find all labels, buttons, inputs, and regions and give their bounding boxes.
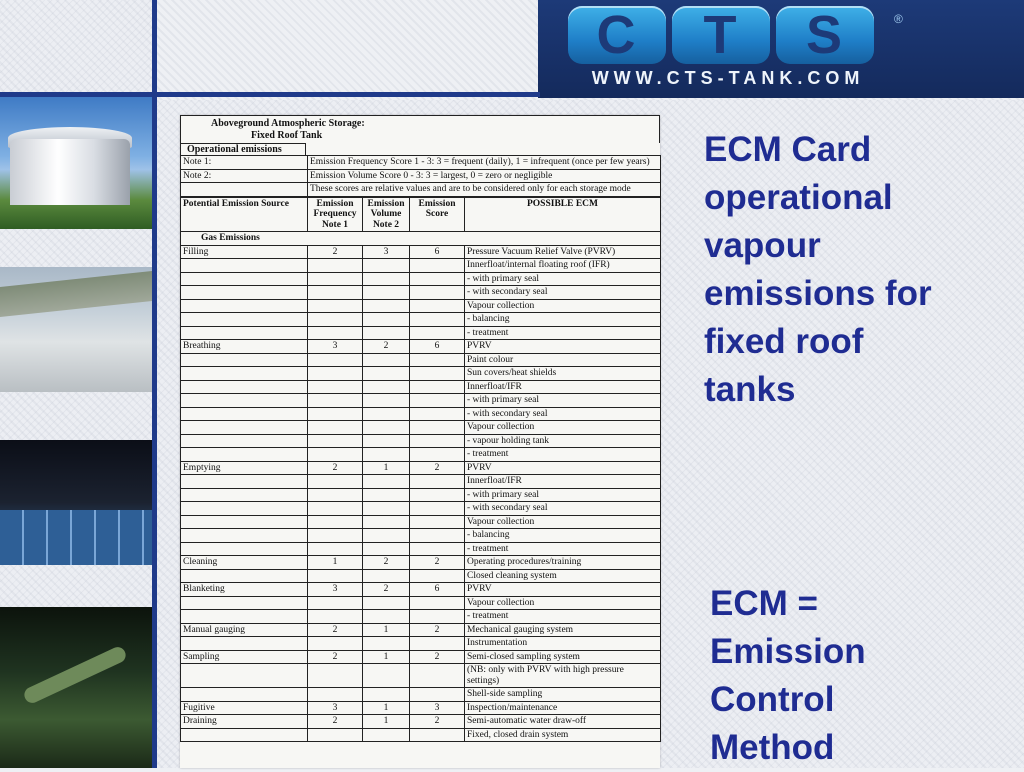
emission-source: Cleaning: [181, 556, 308, 570]
possible-ecm: PVRV: [465, 583, 661, 597]
table-row: [181, 313, 661, 327]
note-row: [181, 156, 661, 170]
volume-score: [363, 380, 410, 394]
frequency-score: [308, 688, 363, 702]
volume-score: 2: [363, 340, 410, 354]
emission-score: [410, 326, 465, 340]
emission-source: [181, 488, 308, 502]
emission-source: [181, 380, 308, 394]
volume-score: [363, 542, 410, 556]
volume-score: [363, 448, 410, 462]
emission-source: [181, 569, 308, 583]
frequency-score: [308, 286, 363, 300]
emission-score: 2: [410, 623, 465, 637]
possible-ecm: Sun covers/heat shields: [465, 367, 661, 381]
ecm-card-document: [180, 115, 660, 768]
volume-score: 1: [363, 623, 410, 637]
column-frequency: Emission Frequency Note 1: [308, 197, 363, 232]
emission-source: [181, 448, 308, 462]
volume-score: [363, 728, 410, 742]
volume-score: [363, 664, 410, 688]
frequency-score: 3: [308, 701, 363, 715]
frequency-score: 3: [308, 340, 363, 354]
emission-source: [181, 596, 308, 610]
volume-score: [363, 475, 410, 489]
emission-score: [410, 421, 465, 435]
note-label: Note 2:: [181, 169, 308, 183]
emission-source: [181, 688, 308, 702]
emission-source: [181, 326, 308, 340]
slide-title-line: operational: [704, 178, 893, 217]
frequency-score: [308, 380, 363, 394]
photo-tank-roof: [0, 267, 152, 392]
table-row: [181, 286, 661, 300]
table-row: [181, 259, 661, 273]
table-row: [181, 610, 661, 624]
possible-ecm: - balancing: [465, 313, 661, 327]
photo-storage-tank: [0, 97, 152, 229]
volume-score: [363, 529, 410, 543]
group-label: Gas Emissions: [181, 232, 661, 246]
emission-source: [181, 728, 308, 742]
frequency-score: 2: [308, 461, 363, 475]
volume-score: 1: [363, 650, 410, 664]
frequency-score: [308, 434, 363, 448]
note-text: Emission Frequency Score 1 - 3: 3 = frequent (daily), 1 = infrequent (once per few years): [308, 156, 661, 170]
frequency-score: [308, 326, 363, 340]
emission-score: 2: [410, 715, 465, 729]
frequency-score: [308, 475, 363, 489]
table-row: [181, 448, 661, 462]
logo-letter: S: [776, 6, 874, 64]
possible-ecm: Paint colour: [465, 353, 661, 367]
note-label: [181, 183, 308, 197]
possible-ecm: - with secondary seal: [465, 286, 661, 300]
logo-letter: C: [568, 6, 666, 64]
emission-score: 2: [410, 650, 465, 664]
document-heading-line1: Aboveground Atmospheric Storage:: [211, 118, 365, 129]
volume-score: [363, 259, 410, 273]
emission-score: [410, 475, 465, 489]
horizontal-divider: [0, 92, 540, 97]
possible-ecm: - with secondary seal: [465, 502, 661, 516]
emission-score: [410, 529, 465, 543]
column-source: Potential Emission Source: [181, 197, 308, 232]
possible-ecm: Mechanical gauging system: [465, 623, 661, 637]
frequency-score: [308, 313, 363, 327]
logo-letters: [568, 6, 874, 64]
slide-title: [704, 126, 1004, 414]
ecm-table: [180, 197, 661, 743]
table-row: [181, 701, 661, 715]
frequency-score: [308, 272, 363, 286]
volume-score: [363, 394, 410, 408]
document-heading-line2: Fixed Roof Tank: [251, 130, 323, 141]
table-row: [181, 272, 661, 286]
group-row: [181, 232, 661, 246]
possible-ecm: Semi-automatic water draw-off: [465, 715, 661, 729]
table-row: [181, 245, 661, 259]
emission-score: [410, 272, 465, 286]
emission-source: [181, 475, 308, 489]
possible-ecm: - treatment: [465, 326, 661, 340]
emission-source: [181, 272, 308, 286]
emission-source: Breathing: [181, 340, 308, 354]
note-text: Emission Volume Score 0 - 3: 3 = largest, 0 = zero or negligible: [308, 169, 661, 183]
possible-ecm: Innerfloat/IFR: [465, 380, 661, 394]
photo-column: [0, 97, 152, 768]
volume-score: [363, 688, 410, 702]
cts-logo: [538, 0, 1024, 98]
frequency-score: [308, 488, 363, 502]
ecm-definition-line: ECM =: [710, 584, 818, 623]
section-label: Operational emissions: [180, 143, 306, 155]
volume-score: [363, 326, 410, 340]
table-row: [181, 688, 661, 702]
column-ecm: POSSIBLE ECM: [465, 197, 661, 232]
slide-title-line: emissions for: [704, 274, 932, 313]
frequency-score: [308, 515, 363, 529]
emission-score: 2: [410, 556, 465, 570]
frequency-score: [308, 610, 363, 624]
emission-score: [410, 448, 465, 462]
emission-source: Emptying: [181, 461, 308, 475]
slide-title-line: fixed roof: [704, 322, 864, 361]
volume-score: [363, 299, 410, 313]
possible-ecm: Closed cleaning system: [465, 569, 661, 583]
emission-source: [181, 394, 308, 408]
emission-source: Filling: [181, 245, 308, 259]
table-row: [181, 353, 661, 367]
emission-source: [181, 515, 308, 529]
frequency-score: [308, 259, 363, 273]
emission-score: [410, 637, 465, 651]
possible-ecm: - treatment: [465, 542, 661, 556]
emission-score: [410, 664, 465, 688]
emission-score: [410, 502, 465, 516]
table-row: [181, 650, 661, 664]
emission-source: [181, 313, 308, 327]
table-row: [181, 326, 661, 340]
emission-score: [410, 596, 465, 610]
slide-title-line: vapour: [704, 226, 821, 265]
emission-source: [181, 664, 308, 688]
table-row: [181, 583, 661, 597]
volume-score: [363, 434, 410, 448]
volume-score: 3: [363, 245, 410, 259]
table-row: [181, 340, 661, 354]
ecm-definition-line: Control: [710, 680, 835, 719]
emission-score: 6: [410, 245, 465, 259]
emission-score: [410, 394, 465, 408]
table-row: [181, 502, 661, 516]
volume-score: [363, 637, 410, 651]
volume-score: [363, 421, 410, 435]
column-score: Emission Score: [410, 197, 465, 232]
possible-ecm: - with primary seal: [465, 272, 661, 286]
volume-score: 2: [363, 556, 410, 570]
table-row: [181, 529, 661, 543]
frequency-score: [308, 542, 363, 556]
floating-roof-shape: [0, 510, 152, 565]
possible-ecm: PVRV: [465, 461, 661, 475]
table-row: [181, 728, 661, 742]
ecm-table-header: [181, 197, 661, 232]
emission-score: [410, 259, 465, 273]
possible-ecm: - with primary seal: [465, 488, 661, 502]
frequency-score: [308, 664, 363, 688]
emission-score: [410, 367, 465, 381]
emission-score: [410, 353, 465, 367]
possible-ecm: Inspection/maintenance: [465, 701, 661, 715]
emission-score: [410, 434, 465, 448]
frequency-score: [308, 299, 363, 313]
possible-ecm: Operating procedures/training: [465, 556, 661, 570]
document-heading: [180, 115, 660, 143]
table-row: [181, 515, 661, 529]
frequency-score: [308, 728, 363, 742]
possible-ecm: Vapour collection: [465, 421, 661, 435]
note-label: Note 1:: [181, 156, 308, 170]
table-row: [181, 299, 661, 313]
possible-ecm: PVRV: [465, 340, 661, 354]
table-row: [181, 556, 661, 570]
volume-score: [363, 515, 410, 529]
frequency-score: [308, 367, 363, 381]
frequency-score: 3: [308, 583, 363, 597]
emission-source: [181, 367, 308, 381]
emission-score: [410, 542, 465, 556]
frequency-score: 2: [308, 623, 363, 637]
logo-url: WWW.CTS-TANK.COM: [591, 68, 865, 88]
volume-score: [363, 272, 410, 286]
emission-source: Fugitive: [181, 701, 308, 715]
emission-score: [410, 380, 465, 394]
table-row: [181, 664, 661, 688]
ecm-definition-line: Emission: [710, 632, 866, 671]
possible-ecm: - vapour holding tank: [465, 434, 661, 448]
possible-ecm: Vapour collection: [465, 596, 661, 610]
slide-title-line: ECM Card: [704, 130, 872, 169]
volume-score: [363, 313, 410, 327]
possible-ecm: Vapour collection: [465, 515, 661, 529]
volume-score: [363, 286, 410, 300]
pipe-shape: [22, 645, 128, 706]
volume-score: [363, 569, 410, 583]
frequency-score: [308, 353, 363, 367]
possible-ecm: Pressure Vacuum Relief Valve (PVRV): [465, 245, 661, 259]
column-volume: Emission Volume Note 2: [363, 197, 410, 232]
photo-tank-interior: [0, 440, 152, 565]
emission-source: [181, 407, 308, 421]
note-text: These scores are relative values and are to be considered only for each storage mode: [308, 183, 661, 197]
emission-score: [410, 569, 465, 583]
ecm-definition-line: Method: [710, 728, 835, 767]
table-row: [181, 488, 661, 502]
emission-score: [410, 407, 465, 421]
table-row: [181, 407, 661, 421]
emission-score: [410, 313, 465, 327]
volume-score: [363, 488, 410, 502]
table-row: [181, 367, 661, 381]
volume-score: [363, 407, 410, 421]
emission-source: Sampling: [181, 650, 308, 664]
volume-score: 1: [363, 461, 410, 475]
emission-score: [410, 610, 465, 624]
possible-ecm: Innerfloat/internal floating roof (IFR): [465, 259, 661, 273]
table-row: [181, 623, 661, 637]
ecm-definition: [710, 580, 1010, 772]
frequency-score: 1: [308, 556, 363, 570]
note-row: [181, 183, 661, 197]
emission-source: [181, 637, 308, 651]
note-row: [181, 169, 661, 183]
emission-source: [181, 434, 308, 448]
possible-ecm: Vapour collection: [465, 299, 661, 313]
notes-table: [180, 155, 661, 197]
photo-piping: [0, 607, 152, 768]
possible-ecm: Fixed, closed drain system: [465, 728, 661, 742]
emission-source: [181, 610, 308, 624]
emission-source: Manual gauging: [181, 623, 308, 637]
frequency-score: 2: [308, 650, 363, 664]
logo-letter: T: [672, 6, 770, 64]
table-row: [181, 569, 661, 583]
possible-ecm: - with secondary seal: [465, 407, 661, 421]
volume-score: [363, 353, 410, 367]
possible-ecm: Shell-side sampling: [465, 688, 661, 702]
frequency-score: [308, 596, 363, 610]
emission-source: [181, 259, 308, 273]
vertical-divider: [152, 0, 157, 768]
emission-score: [410, 728, 465, 742]
frequency-score: [308, 448, 363, 462]
table-row: [181, 637, 661, 651]
table-row: [181, 596, 661, 610]
emission-score: [410, 299, 465, 313]
possible-ecm: - treatment: [465, 448, 661, 462]
possible-ecm: Innerfloat/IFR: [465, 475, 661, 489]
emission-source: [181, 529, 308, 543]
table-row: [181, 475, 661, 489]
frequency-score: [308, 569, 363, 583]
slide-title-line: tanks: [704, 370, 796, 409]
emission-score: 6: [410, 340, 465, 354]
emission-score: 6: [410, 583, 465, 597]
frequency-score: [308, 502, 363, 516]
volume-score: 1: [363, 715, 410, 729]
frequency-score: 2: [308, 245, 363, 259]
emission-source: [181, 502, 308, 516]
possible-ecm: (NB: only with PVRV with high pressure settings): [465, 664, 661, 688]
frequency-score: [308, 637, 363, 651]
emission-source: [181, 421, 308, 435]
table-row: [181, 394, 661, 408]
frequency-score: [308, 421, 363, 435]
frequency-score: [308, 407, 363, 421]
tank-shell-shape: [10, 139, 130, 205]
emission-source: Blanketing: [181, 583, 308, 597]
frequency-score: [308, 529, 363, 543]
volume-score: 1: [363, 701, 410, 715]
possible-ecm: - treatment: [465, 610, 661, 624]
frequency-score: 2: [308, 715, 363, 729]
possible-ecm: Semi-closed sampling system: [465, 650, 661, 664]
emission-score: [410, 515, 465, 529]
volume-score: [363, 502, 410, 516]
emission-source: [181, 286, 308, 300]
emission-score: 2: [410, 461, 465, 475]
emission-score: [410, 688, 465, 702]
emission-score: 3: [410, 701, 465, 715]
frequency-score: [308, 394, 363, 408]
table-row: [181, 715, 661, 729]
volume-score: [363, 596, 410, 610]
possible-ecm: - balancing: [465, 529, 661, 543]
volume-score: 2: [363, 583, 410, 597]
emission-score: [410, 286, 465, 300]
emission-source: [181, 542, 308, 556]
volume-score: [363, 367, 410, 381]
table-row: [181, 542, 661, 556]
table-row: [181, 461, 661, 475]
emission-source: Draining: [181, 715, 308, 729]
volume-score: [363, 610, 410, 624]
table-row: [181, 434, 661, 448]
roof-wall-shape: [0, 271, 152, 317]
possible-ecm: - with primary seal: [465, 394, 661, 408]
registered-mark: ®: [894, 12, 903, 26]
table-row: [181, 380, 661, 394]
emission-source: [181, 353, 308, 367]
emission-score: [410, 488, 465, 502]
emission-source: [181, 299, 308, 313]
table-row: [181, 421, 661, 435]
possible-ecm: Instrumentation: [465, 637, 661, 651]
